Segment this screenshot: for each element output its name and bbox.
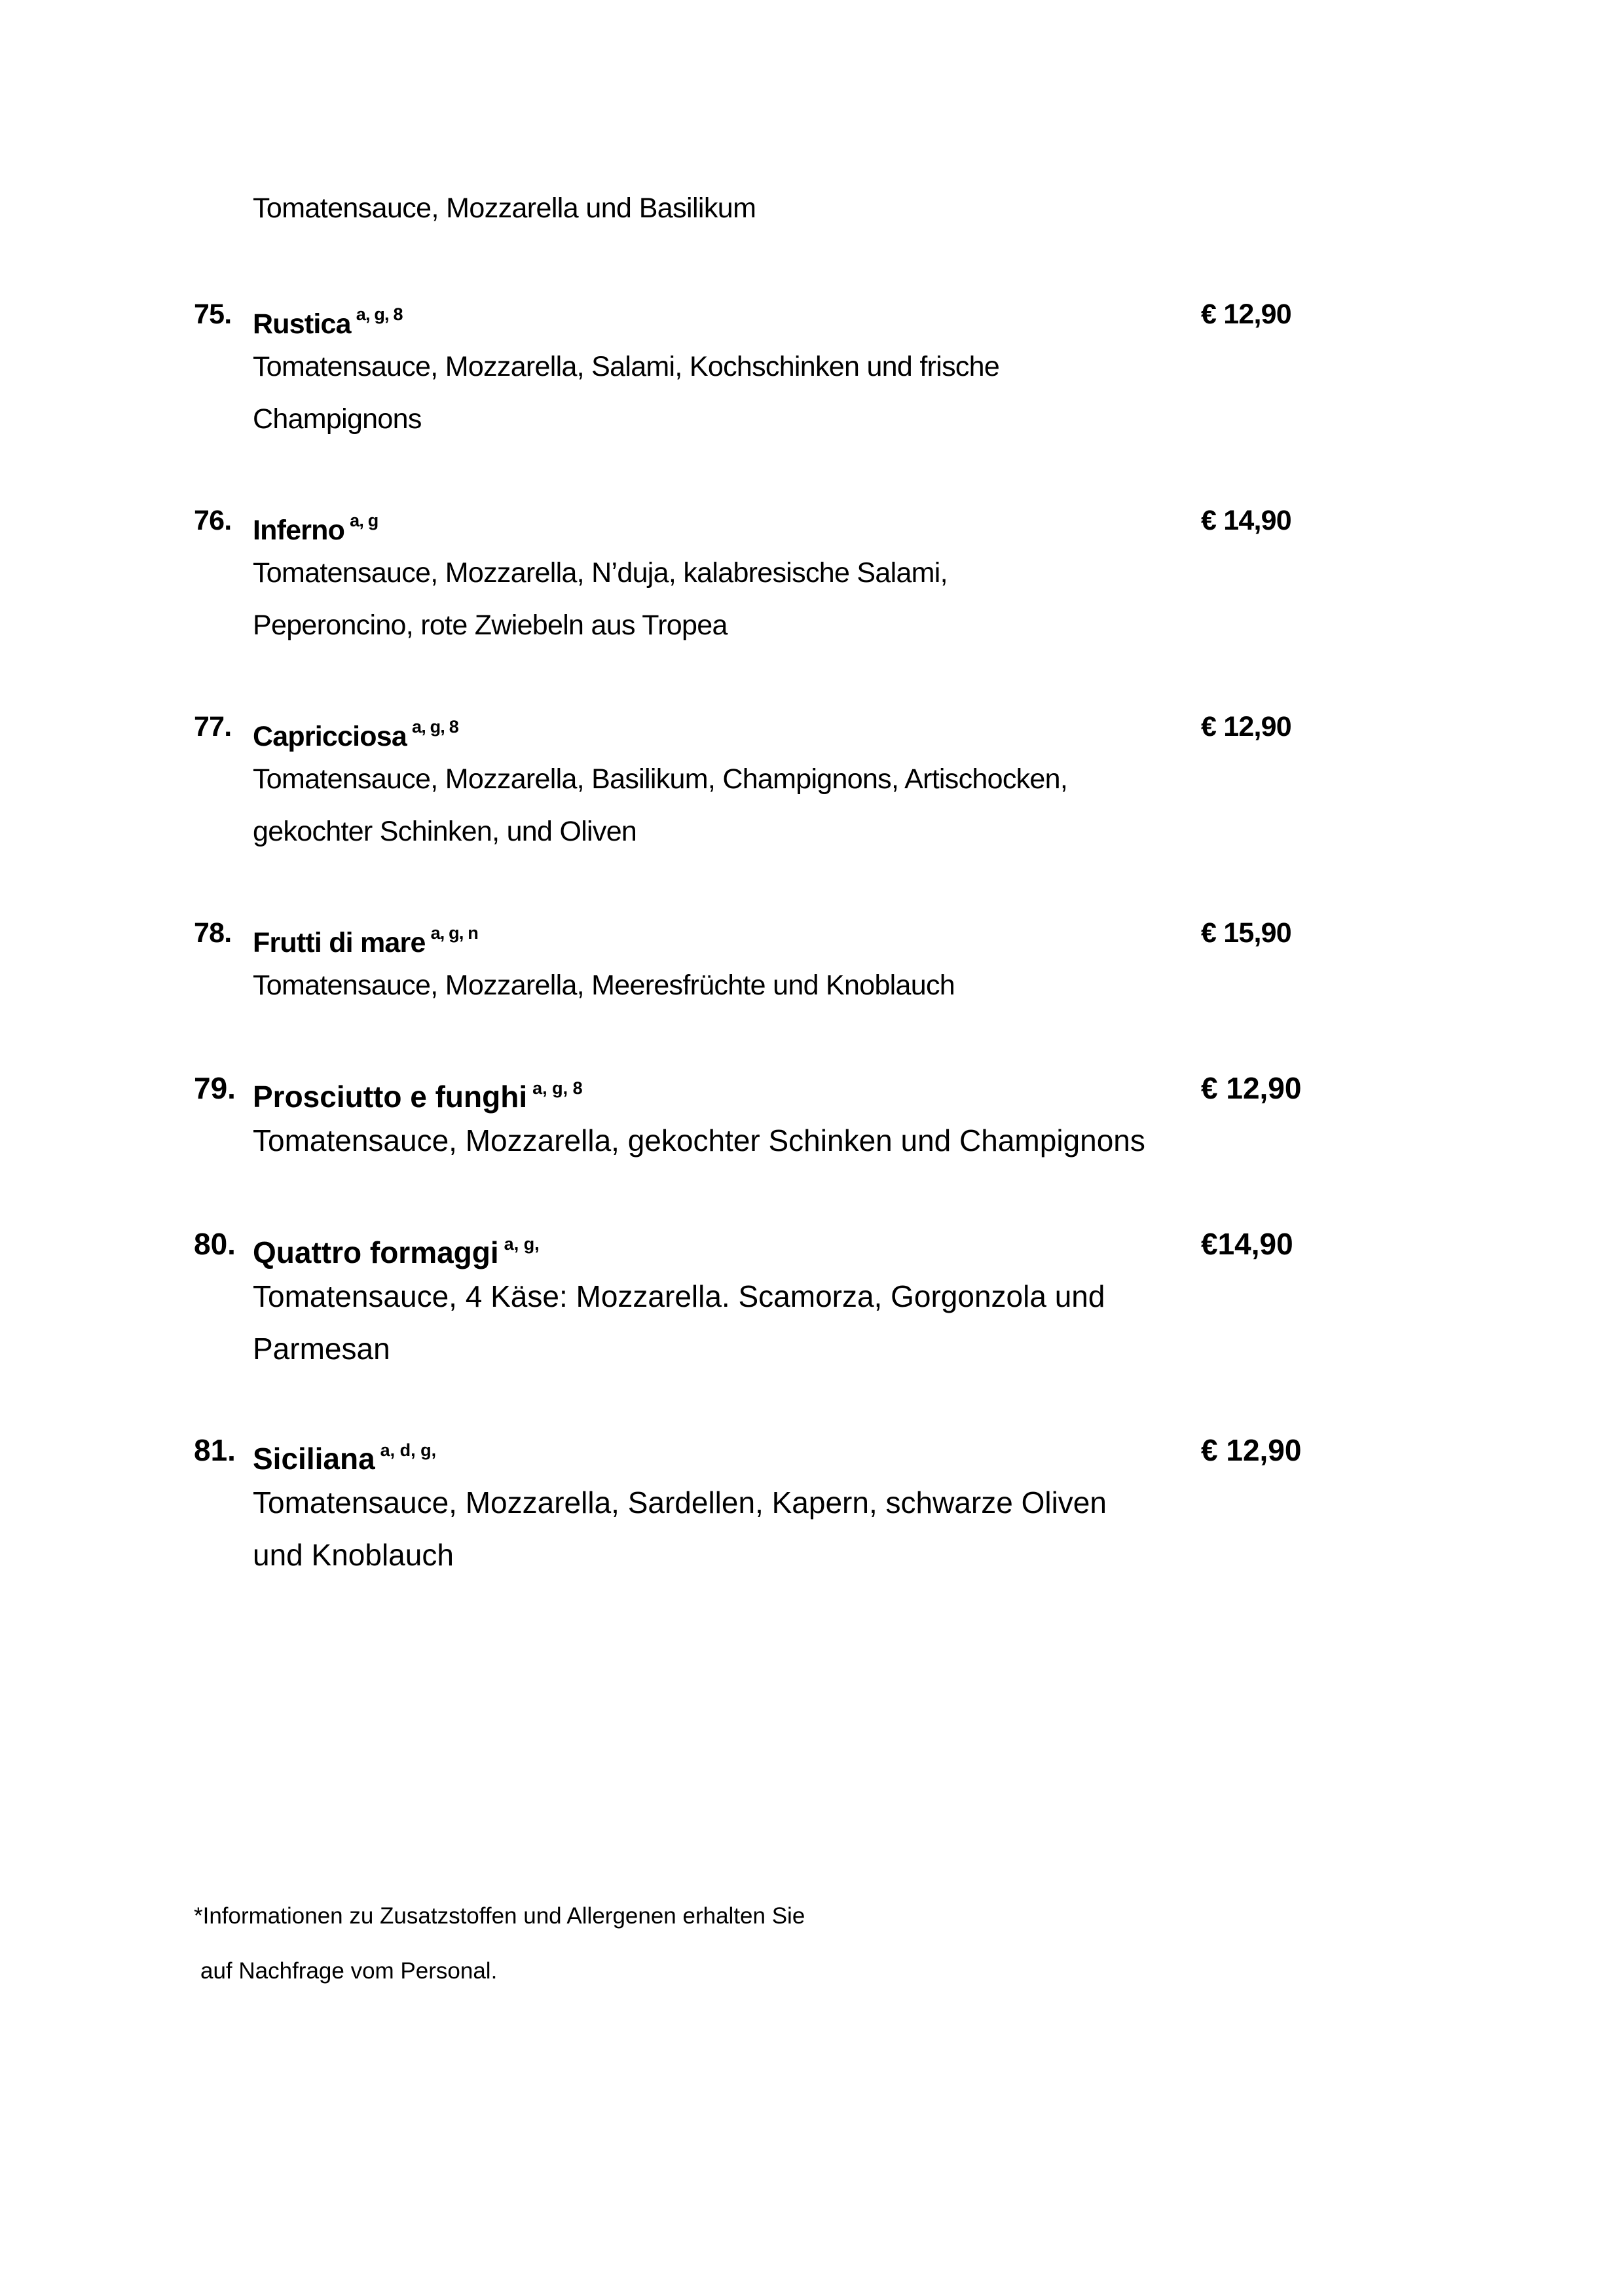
description-line: Tomatensauce, Mozzarella, Salami, Kochschinken und frische	[253, 351, 1000, 382]
allergen-codes: a, g, n	[430, 923, 478, 943]
description-line: Parmesan	[253, 1332, 390, 1366]
item-name-text: Rustica	[253, 308, 351, 340]
item-name	[253, 1062, 583, 1123]
menu-item-75	[194, 288, 1320, 445]
description-line: Champignons	[253, 403, 422, 435]
menu-item-78	[194, 907, 1320, 1011]
menu-item-79	[194, 1062, 1320, 1167]
allergen-codes: a, g, 8	[532, 1078, 583, 1098]
menu-item-77	[194, 701, 1320, 858]
item-number: 75.	[194, 299, 232, 330]
item-number: 81.	[194, 1433, 236, 1467]
item-number: 76.	[194, 505, 232, 536]
item-number: 79.	[194, 1071, 236, 1105]
description-line: Tomatensauce, Mozzarella, N’duja, kalabresische Salami,	[253, 557, 948, 589]
item-name-text: Frutti di mare	[253, 927, 426, 958]
item-header	[194, 1218, 1320, 1270]
item-name	[253, 494, 378, 556]
item-description	[253, 1476, 1170, 1581]
item-name-text: Inferno	[253, 515, 345, 546]
item-price: € 12,90	[1201, 1433, 1302, 1467]
item-header	[194, 701, 1320, 753]
footnote-line-1: *Informationen zu Zusatzstoffen und Allergenen erhalten Sie	[194, 1903, 805, 1929]
footnote-line-2: auf Nachfrage vom Personal.	[200, 1958, 498, 1984]
item-header	[194, 288, 1320, 340]
allergen-codes: a, g, 8	[356, 304, 403, 324]
item-header	[194, 494, 1320, 547]
item-number: 77.	[194, 711, 232, 742]
description-line: gekochter Schinken, und Oliven	[253, 816, 637, 847]
item-price: € 12,90	[1201, 1071, 1302, 1105]
item-description	[253, 340, 1170, 445]
menu-item-76	[194, 494, 1320, 651]
item-name-text: Prosciutto e funghi	[253, 1080, 528, 1114]
item-header	[194, 1424, 1320, 1476]
item-name	[253, 1424, 436, 1485]
allergen-codes: a, g,	[504, 1234, 540, 1254]
menu-item-80	[194, 1218, 1320, 1375]
item-header	[194, 1062, 1320, 1114]
item-price: €14,90	[1201, 1227, 1293, 1261]
item-price: € 12,90	[1201, 711, 1291, 742]
item-number: 78.	[194, 917, 232, 949]
item-price: € 15,90	[1201, 917, 1291, 949]
description-line: Tomatensauce, Mozzarella, Basilikum, Champignons, Artischocken,	[253, 763, 1068, 795]
description-line: Tomatensauce, Mozzarella, Meeresfrüchte und Knoblauch	[253, 970, 955, 1001]
item-description	[253, 1270, 1170, 1375]
item-name	[253, 1218, 540, 1279]
description-line: Peperoncino, rote Zwiebeln aus Tropea	[253, 610, 728, 641]
allergen-codes: a, d, g,	[380, 1440, 437, 1460]
allergen-codes: a, g	[350, 511, 378, 530]
allergen-codes: a, g, 8	[412, 717, 458, 737]
item-name-text: Siciliana	[253, 1442, 375, 1476]
item-description	[253, 547, 1170, 651]
menu-item-81	[194, 1424, 1320, 1581]
item-description	[253, 753, 1170, 858]
description-line: und Knoblauch	[253, 1538, 454, 1572]
description-line: Tomatensauce, 4 Käse: Mozzarella. Scamorza, Gorgonzola und	[253, 1279, 1105, 1313]
item-header	[194, 907, 1320, 959]
item-name	[253, 907, 478, 969]
item-price: € 12,90	[1201, 299, 1291, 330]
description-line: Tomatensauce, Mozzarella, gekochter Schinken und Champignons	[253, 1123, 1145, 1157]
description-line: Tomatensauce, Mozzarella, Sardellen, Kapern, schwarze Oliven	[253, 1485, 1107, 1520]
item-number: 80.	[194, 1227, 236, 1261]
intro-description: Tomatensauce, Mozzarella und Basilikum	[253, 192, 756, 224]
item-name	[253, 701, 458, 763]
item-name-text: Quattro formaggi	[253, 1235, 499, 1269]
item-name	[253, 288, 403, 350]
item-name-text: Capricciosa	[253, 721, 407, 752]
allergen-footnote	[194, 1889, 805, 1999]
item-price: € 14,90	[1201, 505, 1291, 536]
